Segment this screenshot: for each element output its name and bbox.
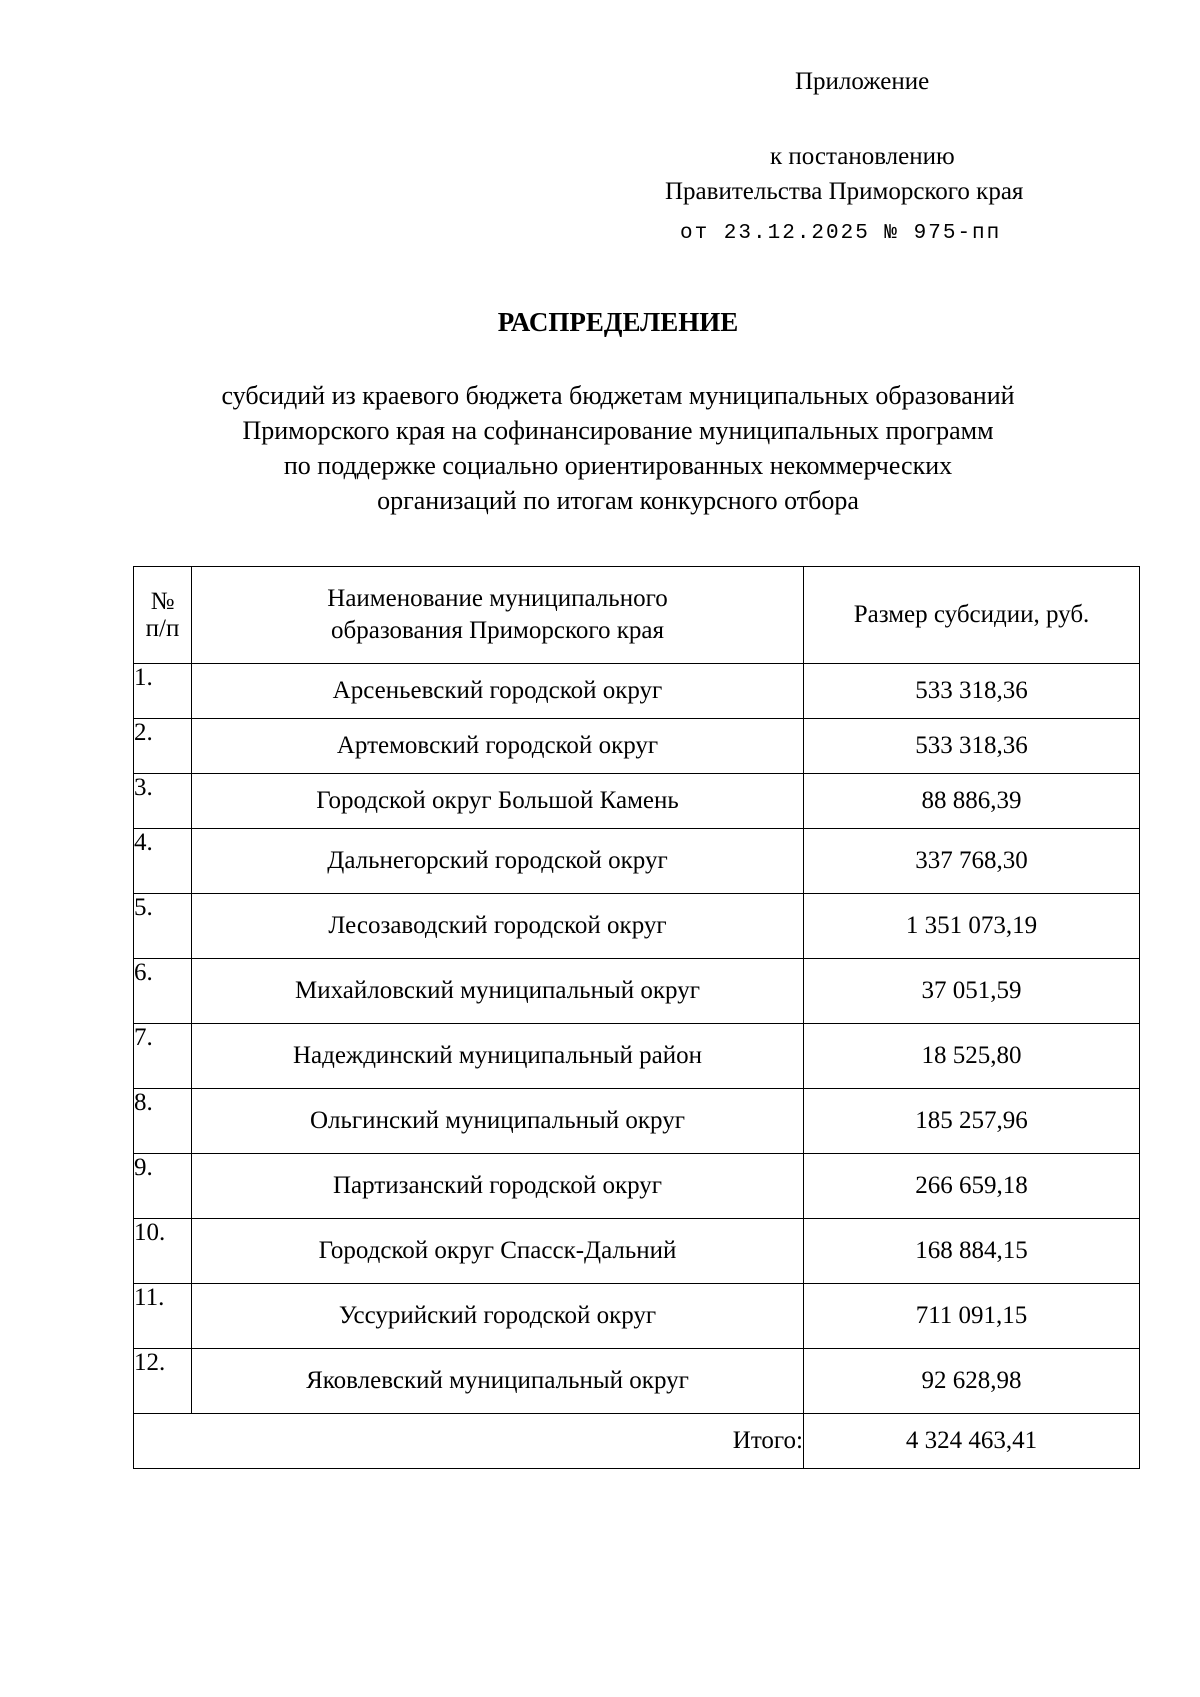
- document-subtitle: [0, 378, 1200, 518]
- row-municipality: Партизанский городской округ: [192, 1154, 804, 1219]
- row-amount: 92 628,98: [804, 1349, 1140, 1414]
- annex-date-number: от 23.12.2025 № 975-пп: [680, 222, 1002, 245]
- table-row: [134, 664, 1140, 719]
- row-municipality: Уссурийский городской округ: [192, 1284, 804, 1349]
- table-row: [134, 1089, 1140, 1154]
- row-number: 3.: [134, 774, 192, 829]
- total-value: 4 324 463,41: [804, 1414, 1140, 1469]
- row-municipality: Артемовский городской округ: [192, 719, 804, 774]
- row-number: 8.: [134, 1089, 192, 1154]
- header-name-line: Наименование муниципального: [327, 585, 668, 612]
- header-name-line: образования Приморского края: [331, 617, 664, 644]
- row-amount: 711 091,15: [804, 1284, 1140, 1349]
- annex-reference: к постановлению: [770, 143, 955, 170]
- header-number: [134, 567, 192, 664]
- row-municipality: Городской округ Большой Камень: [192, 774, 804, 829]
- total-row: [134, 1414, 1140, 1469]
- document-title: РАСПРЕДЕЛЕНИЕ: [497, 307, 739, 337]
- table-row: [134, 1219, 1140, 1284]
- row-number: 12.: [134, 1349, 192, 1414]
- table-row: [134, 774, 1140, 829]
- row-number: 4.: [134, 829, 192, 894]
- total-label: Итого:: [134, 1414, 804, 1469]
- row-number: 5.: [134, 894, 192, 959]
- subtitle-line: Приморского края на софинансирование муниципальных программ: [242, 416, 994, 445]
- header-name: [192, 567, 804, 664]
- table-row: [134, 959, 1140, 1024]
- row-amount: 337 768,30: [804, 829, 1140, 894]
- annex-government: Правительства Приморского края: [665, 178, 1024, 205]
- header-number-line: №: [150, 588, 175, 615]
- row-municipality: Яковлевский муниципальный округ: [192, 1349, 804, 1414]
- row-number: 2.: [134, 719, 192, 774]
- table-row: [134, 1154, 1140, 1219]
- row-amount: 533 318,36: [804, 719, 1140, 774]
- row-municipality: Надеждинский муниципальный район: [192, 1024, 804, 1089]
- row-amount: 533 318,36: [804, 664, 1140, 719]
- annex-title: Приложение: [795, 68, 930, 95]
- table-body: [134, 664, 1140, 1414]
- subtitle-line: по поддержке социально ориентированных некоммерческих: [283, 451, 953, 480]
- row-number: 6.: [134, 959, 192, 1024]
- row-number: 9.: [134, 1154, 192, 1219]
- subtitle-line: организаций по итогам конкурсного отбора: [377, 486, 859, 515]
- table-row: [134, 1284, 1140, 1349]
- row-number: 1.: [134, 664, 192, 719]
- row-amount: 168 884,15: [804, 1219, 1140, 1284]
- row-municipality: Дальнегорский городской округ: [192, 829, 804, 894]
- table-row: [134, 719, 1140, 774]
- header-number-line: п/п: [145, 615, 180, 642]
- subtitle-line: субсидий из краевого бюджета бюджетам муниципальных образований: [221, 381, 1015, 410]
- distribution-table: [133, 566, 1140, 1469]
- row-number: 10.: [134, 1219, 192, 1284]
- row-municipality: Арсеньевский городской округ: [192, 664, 804, 719]
- table-row: [134, 1024, 1140, 1089]
- row-municipality: Ольгинский муниципальный округ: [192, 1089, 804, 1154]
- row-amount: 18 525,80: [804, 1024, 1140, 1089]
- row-municipality: Михайловский муниципальный округ: [192, 959, 804, 1024]
- row-amount: 88 886,39: [804, 774, 1140, 829]
- row-amount: 266 659,18: [804, 1154, 1140, 1219]
- table-header-row: [134, 567, 1140, 664]
- header-amount: Размер субсидии, руб.: [804, 567, 1140, 664]
- table-row: [134, 894, 1140, 959]
- row-amount: 37 051,59: [804, 959, 1140, 1024]
- row-number: 11.: [134, 1284, 192, 1349]
- row-number: 7.: [134, 1024, 192, 1089]
- row-municipality: Лесозаводский городской округ: [192, 894, 804, 959]
- table-row: [134, 829, 1140, 894]
- row-municipality: Городской округ Спасск-Дальний: [192, 1219, 804, 1284]
- row-amount: 185 257,96: [804, 1089, 1140, 1154]
- table-row: [134, 1349, 1140, 1414]
- row-amount: 1 351 073,19: [804, 894, 1140, 959]
